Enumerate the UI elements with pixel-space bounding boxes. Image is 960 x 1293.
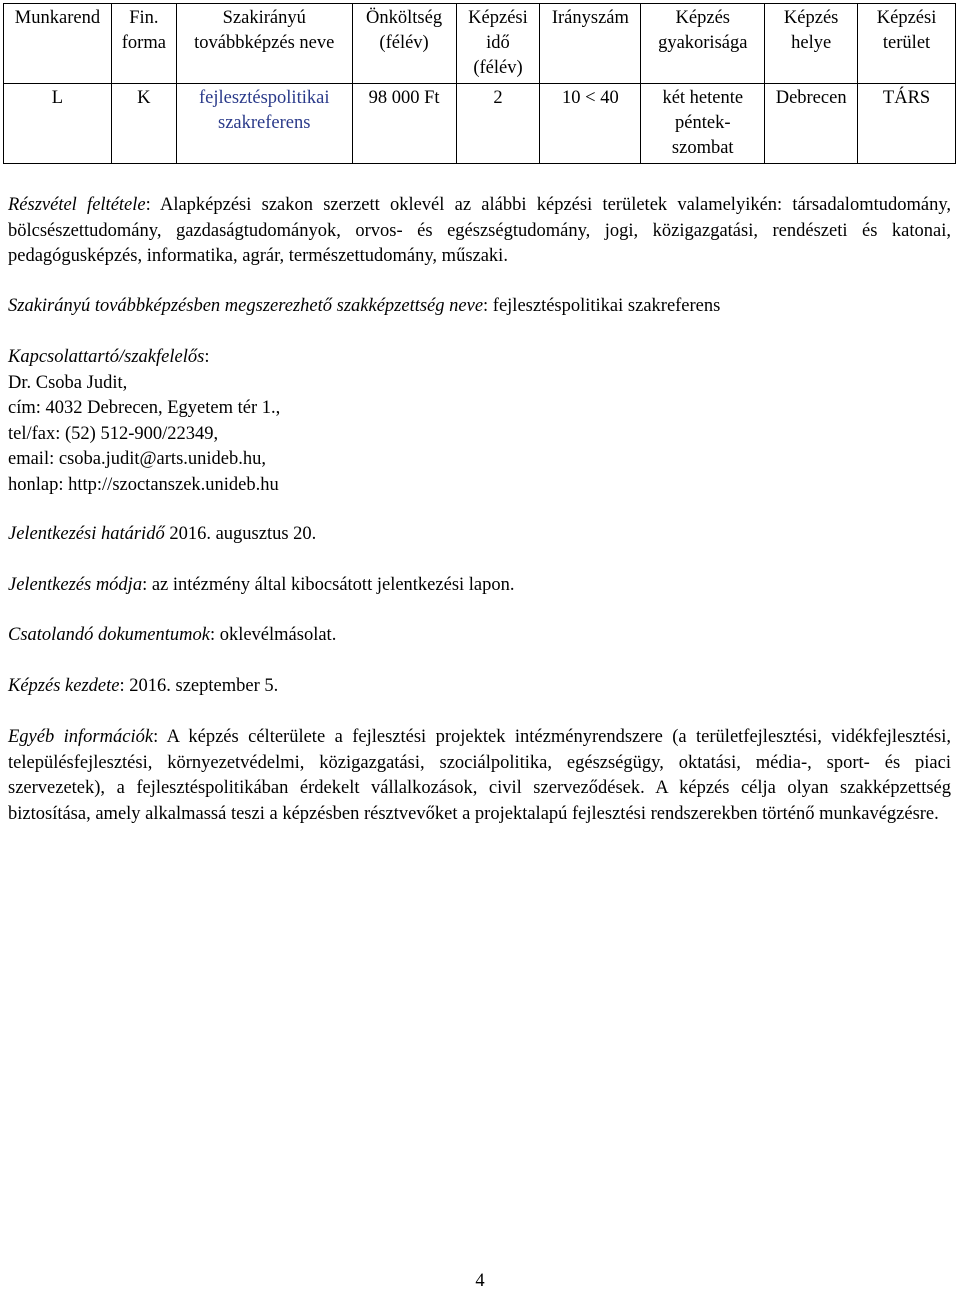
deadline-paragraph [8, 522, 951, 548]
documents-text: : oklevélmásolat. [209, 625, 337, 645]
other-info-paragraph [8, 725, 951, 827]
header-cell-tuition: Önköltség (félév) [352, 4, 456, 84]
cell-financing: K [111, 84, 176, 164]
application-method-label: Jelentkezés módja [8, 575, 143, 595]
qualification-paragraph [8, 294, 951, 320]
participation-label: Részvétel feltétele [8, 195, 146, 215]
contact-website[interactable]: honlap: http://szoctanszek.unideb.hu [8, 474, 279, 495]
header-cell-frequency: Képzés gyakorisága [641, 4, 765, 84]
cell-tuition: 98 000 Ft [352, 84, 456, 164]
header-cell-program-name: Szakirányú továbbképzés neve [176, 4, 352, 84]
header-cell-duration: Képzési idő (félév) [456, 4, 540, 84]
contact-block [8, 345, 951, 498]
page-number: 4 [475, 1271, 485, 1291]
contact-phone: tel/fax: (52) 512-900/22349, [8, 423, 219, 444]
cell-target-number: 10 < 40 [540, 84, 641, 164]
other-info-text: : A képzés célterülete a fejlesztési projektek intézményrendszere (a területfejlesztési, vidékfejlesztési, településfejlesztési, környezetvédelmi, közigazgatási, szociálpolitika, egészségügy, oktatási, média-, sport- és piaci szervezetek), a fejlesztéspolitikában érdekelt vállalkozások, civil szerveződések. A képzés célja olyan szakképzettség biztosítása, amely alkalmassá teszi a képzésben résztvevőket a projektalapú fejlesztési rendszerekben történő munkavégzésre. [8, 727, 952, 824]
application-method-text: : az intézmény által kibocsátott jelentkezési lapon. [142, 575, 515, 595]
contact-name: Dr. Csoba Judit, [8, 372, 128, 393]
header-cell-target-number: Irányszám [540, 4, 641, 84]
documents-paragraph [8, 623, 951, 649]
table-header-row [4, 4, 956, 84]
documents-label: Csatolandó dokumentumok [8, 625, 210, 645]
course-table [3, 3, 956, 164]
header-cell-work-schedule: Munkarend [4, 4, 112, 84]
start-paragraph [8, 674, 951, 700]
start-label: Képzés kezdete [8, 676, 120, 696]
qualification-text: : fejlesztéspolitikai szakreferens [483, 296, 721, 316]
contact-address: cím: 4032 Debrecen, Egyetem tér 1., [8, 398, 281, 418]
other-info-label: Egyéb információk [8, 727, 154, 747]
participation-paragraph [8, 193, 951, 270]
contact-label: Kapcsolattartó/szakfelelős [8, 347, 205, 367]
header-cell-financing: Fin. forma [111, 4, 176, 84]
start-text: : 2016. szeptember 5. [119, 676, 279, 696]
deadline-label: Jelentkezési határidő [8, 524, 165, 544]
deadline-text: 2016. augusztus 20. [164, 524, 317, 544]
header-cell-field: Képzési terület [858, 4, 956, 84]
cell-work-schedule: L [4, 84, 112, 164]
cell-duration: 2 [456, 84, 540, 164]
application-method-paragraph [8, 573, 951, 599]
cell-field: TÁRS [858, 84, 956, 164]
cell-location: Debrecen [765, 84, 858, 164]
cell-program-name: fejlesztéspolitikai szakreferens [176, 84, 352, 164]
table-row [4, 84, 956, 164]
participation-text: : Alapképzési szakon szerzett oklevél az alábbi képzési területek valamelyikén: társadalomtudomány, bölcsészettudomány, gazdaságtudományok, orvos- és egészségtudomány, jogi, közigazgatási, rendészeti és katonai, pedagógusképzés, informatika, agrár, természettudomány, műszaki. [8, 195, 951, 266]
qualification-label: Szakirányú továbbképzésben megszerezhető szakképzettség neve [8, 296, 484, 316]
cell-frequency: két hetente péntek-szombat [641, 84, 765, 164]
contact-email[interactable]: email: csoba.judit@arts.unideb.hu, [8, 449, 266, 469]
header-cell-location: Képzés helye [765, 4, 858, 84]
contact-colon: : [204, 347, 210, 367]
